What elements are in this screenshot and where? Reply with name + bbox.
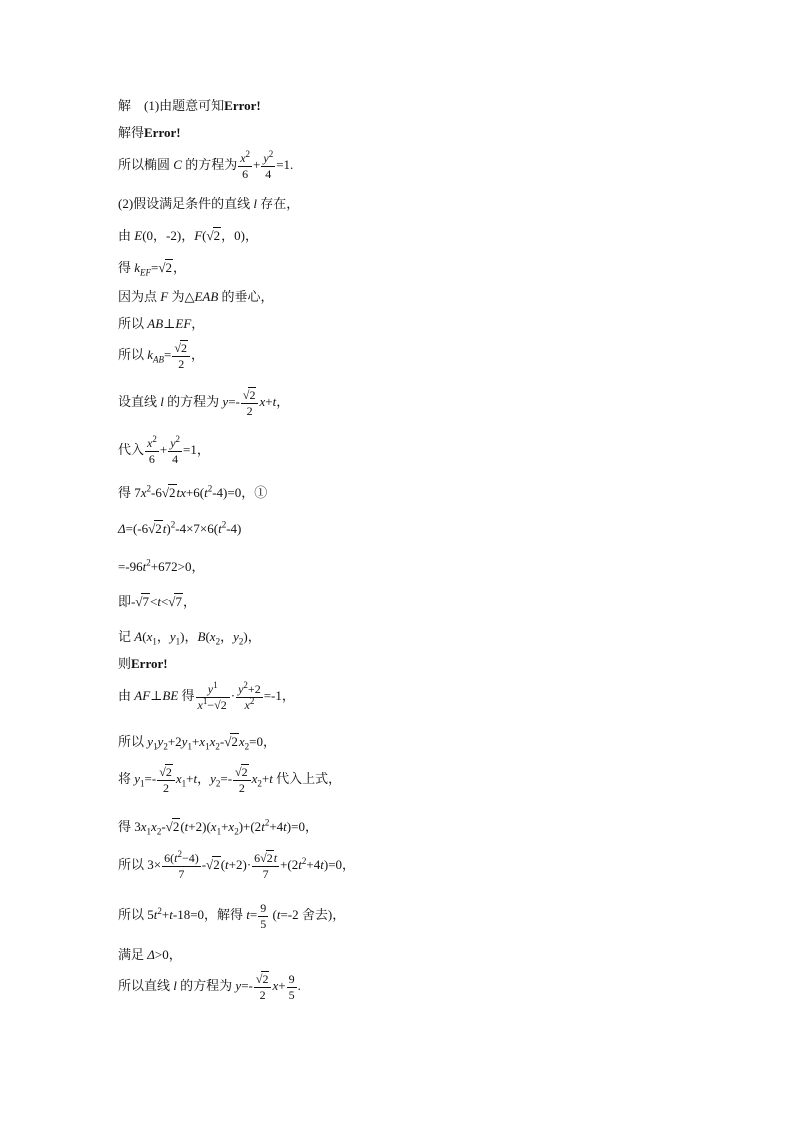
line-solve-system: 解得Error! <box>118 125 181 140</box>
line-slope-ab: 所以 $k_{AB}=$ $\frac{√2}{2}$ ， <box>118 341 204 371</box>
line-solve-t: 所以 $5t^2+t-18=0$，解得 t= $\frac{9}{5}$ (t=-2 舍去)， <box>118 901 346 931</box>
line-substituted-vieta: 所以 3× $\frac{6(t^2-4)}{7}$ -√2(t+2)· $\frac{6√2t}{7}$ $+(2t^2+4t)=0$， <box>118 849 356 881</box>
line-vieta: 则Error! <box>118 656 168 671</box>
line-discriminant: $\Delta=(-6√2t)^2-4\times 7\times 6(t^2-4)$ <box>118 519 242 536</box>
line-af-perp-be: 由 AF⊥BE 得 $\frac{y^1}{x^1-√2}$ · $\frac{y^2+2}{x^2}$ =-1， <box>118 680 295 712</box>
line-substitute: 代入 $\frac{x^2}{6}$ + $\frac{y^2}{4}$ =1， <box>118 434 210 466</box>
line-product-relation: 所以 $y_1y_2+2y_1+x_1x_2-√2x_2=0$， <box>118 734 276 752</box>
line-check-discriminant: 满足 Δ>0， <box>118 947 182 962</box>
line-orthocenter: 因为点 F 为△EAB 的垂心， <box>118 289 274 304</box>
line-discriminant-simplified: $=-96t^2+672>0$， <box>118 557 205 574</box>
line-expanded: 得 $3x_1x_2-√2(t+2)(x_1+x_2)+(2t^2+4t)=0$， <box>118 817 318 837</box>
line-quadratic-1: 得 $7x^2-6√2tx+6(t^2-4)=0$，① <box>118 483 268 500</box>
line-part2-assume: (2)假设满足条件的直线 l 存在， <box>118 196 300 211</box>
line-points-e-f: 由 E(0，-2)，F(√2，0)， <box>118 228 258 243</box>
line-line-equation: 设直线 l 的方程为 y=- $\frac{√2}{2}$ x+t， <box>118 388 290 418</box>
line-final-answer: 所以直线 l 的方程为 y=- $\frac{√2}{2}$ x+ $\frac{9}{5}$ . <box>118 972 301 1002</box>
line-ab-perp-ef: 所以 AB⊥EF， <box>118 316 205 331</box>
line-t-range: 即-√7<t<√7， <box>118 594 196 609</box>
line-substitute-y: 将 $y_1=-$ $\frac{√2}{2}$ $x_1+t$，$y_2=-$ $\frac{√2}{2}$ $x_2+t$ 代入上式， <box>118 765 342 795</box>
line-slope-ef: 得 $k_{EF}=√2$， <box>118 260 187 278</box>
line-ellipse-equation: 所以椭圆 C 的方程为 $\frac{x^2}{6}$ + $\frac{y^2}{4}$ =1. <box>118 149 294 181</box>
line-part1-given: 解 (1)由题意可知Error! <box>118 98 261 113</box>
line-points-a-b: 记 $A(x_1$，$y_1$)，$B(x_2$，$y_2$)， <box>118 629 261 647</box>
